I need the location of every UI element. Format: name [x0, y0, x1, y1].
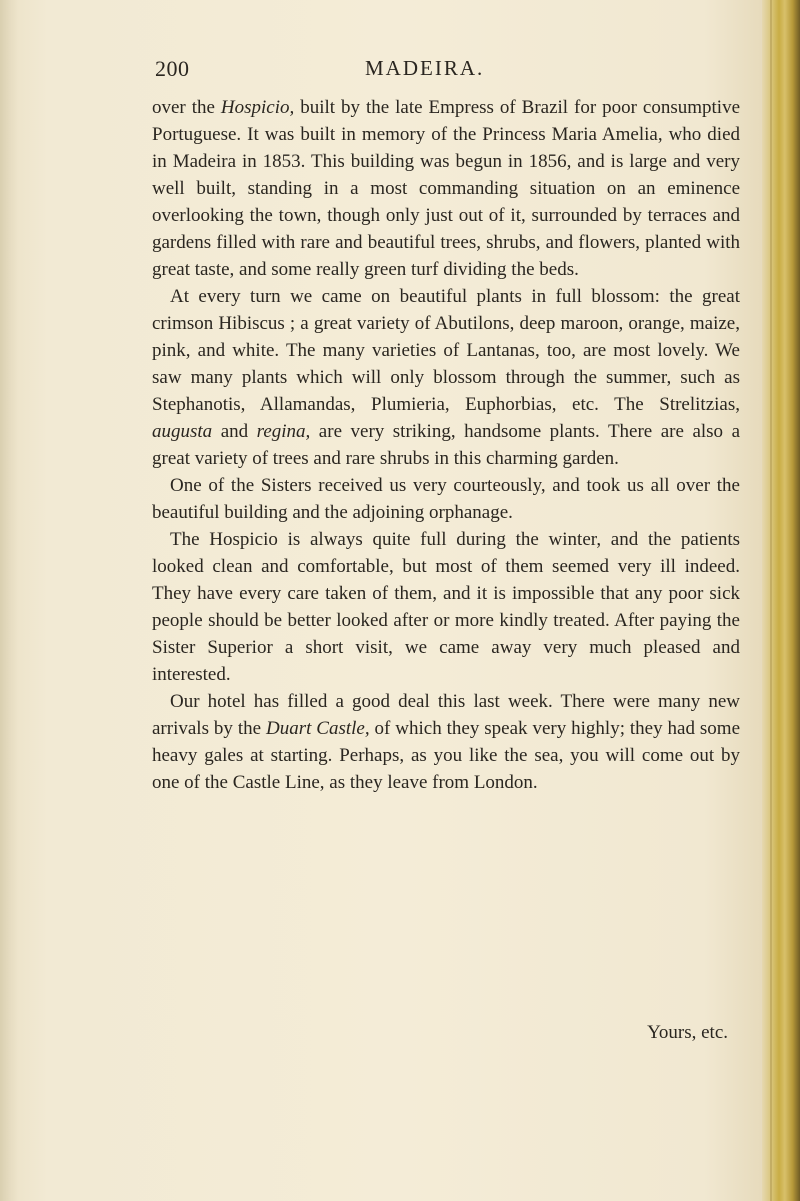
text-segment: are very striking, handsome plants. There are also a great variety of trees and rare shrubs in this charming garden.	[152, 421, 740, 469]
gutter-shadow	[0, 0, 18, 1201]
paragraph	[152, 526, 740, 688]
text-segment: of which they speak very highly; they had some heavy gales at starting. Perhaps, as you like the sea, you will come out by one of the Castle Line, as they leave from London.	[152, 718, 741, 793]
closing-line: Yours, etc.	[647, 1022, 728, 1043]
text-segment: built by the late Empress of Brazil for poor consumptive Portuguese. It was built in memory of the Princess Maria Amelia, who died in Madeira in 1853. This building was begun in 1856, and is large and very well built, standing in a most commanding situation on an eminence overlooking the town, though only just out of it, surrounded by terraces and gardens filled with rare and beautiful trees, shrubs, and flowers, planted with great taste, and some really green turf dividing the beds.	[152, 97, 741, 280]
fore-edge-line	[770, 0, 772, 1201]
body-text	[152, 94, 740, 796]
running-title: MADEIRA.	[365, 56, 485, 80]
italic-text: augusta	[152, 421, 213, 442]
paragraph	[152, 94, 740, 283]
paragraph	[152, 472, 740, 526]
page-number: 200	[155, 56, 190, 81]
page-header	[155, 56, 740, 86]
italic-text: Hospicio,	[220, 97, 295, 118]
text-segment: and	[212, 421, 257, 442]
paragraph	[152, 688, 740, 796]
gilt-fore-edge	[762, 0, 800, 1201]
text-segment: The Hospicio is always quite full during the winter, and the patients looked clean and comfortable, but most of them seemed very ill indeed. They have every care taken of them, and it is impossible that any poor sick people should be better looked after or more kindly treated. After paying the Sister Superior a short visit, we came away very much pleased and interested.	[152, 529, 740, 685]
text-segment: At every turn we came on beautiful plants in full blossom: the great crimson Hibiscus ; a great variety of Abutilons, deep maroon, orange, maize, pink, and white. The many varieties of Lantanas, too, are most lovely. We saw many plants which will only blossom through the summer, such as Stephanotis, Allamandas, Plumieria, Euphorbias, etc. The Strelitzias,	[152, 286, 740, 415]
text-segment: Our hotel has filled a good deal this last week. There were many new arrivals by the	[152, 691, 740, 739]
italic-text: Duart Castle,	[265, 718, 370, 739]
text-segment: One of the Sisters received us very courteously, and took us all over the beautiful building and the adjoining orphanage.	[152, 475, 740, 523]
text-segment: over the	[152, 97, 221, 118]
italic-text: regina,	[256, 421, 311, 442]
paragraph	[152, 283, 740, 472]
